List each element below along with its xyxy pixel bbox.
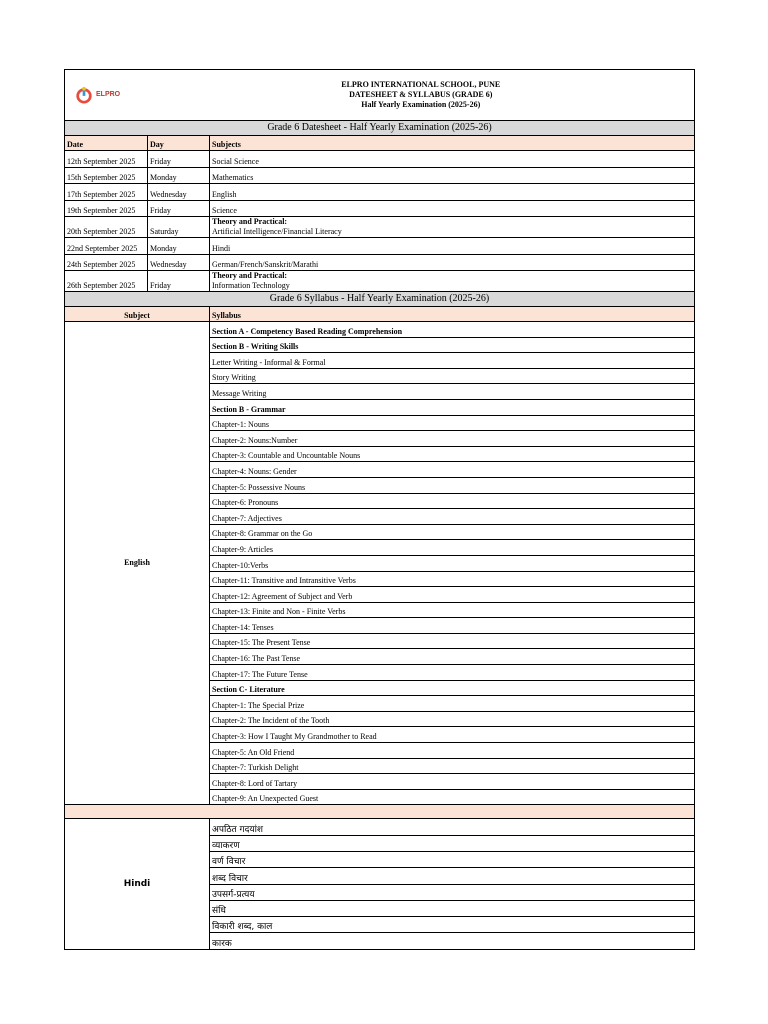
datesheet-row xyxy=(65,254,695,271)
syllabus-item: Story Writing xyxy=(210,368,695,384)
syllabus-item: शब्द विचार xyxy=(210,868,695,884)
exam-day: Monday xyxy=(148,167,210,184)
subject-name: Artificial Intelligence/Financial Literacy xyxy=(212,227,342,236)
syllabus-item: कारक xyxy=(210,933,695,949)
datesheet-row xyxy=(65,200,695,217)
subject-name: Mathematics xyxy=(212,173,254,182)
column-header-date: Date xyxy=(65,136,148,151)
syllabus-item: Chapter-4: Nouns: Gender xyxy=(210,462,695,478)
exam-subject xyxy=(210,151,695,168)
syllabus-item: Chapter-11: Transitive and Intransitive Verbs xyxy=(210,571,695,587)
exam-date: 24th September 2025 xyxy=(65,254,148,271)
syllabus-item: Chapter-3: Countable and Uncountable Nouns xyxy=(210,446,695,462)
syllabus-row xyxy=(65,819,695,835)
syllabus-title-row xyxy=(65,292,695,307)
exam-day: Wednesday xyxy=(148,254,210,271)
subject-english: English xyxy=(65,322,210,805)
subject-note: Theory and Practical: xyxy=(212,271,288,280)
datesheet-title-row xyxy=(65,121,695,136)
exam-day: Saturday xyxy=(148,217,210,238)
separator-row xyxy=(65,805,695,819)
exam-subject xyxy=(210,271,695,292)
exam-day: Friday xyxy=(148,200,210,217)
syllabus-item: Chapter-1: The Special Prize xyxy=(210,696,695,712)
exam-day: Monday xyxy=(148,238,210,255)
datesheet-row xyxy=(65,184,695,201)
exam-date: 20th September 2025 xyxy=(65,217,148,238)
datesheet-row xyxy=(65,167,695,184)
logo-cell xyxy=(65,70,148,121)
syllabus-item: Chapter-5: Possessive Nouns xyxy=(210,477,695,493)
syllabus-item: Chapter-12: Agreement of Subject and Verb xyxy=(210,587,695,603)
syllabus-item: Section B - Grammar xyxy=(210,399,695,415)
exam-date: 22nd September 2025 xyxy=(65,238,148,255)
syllabus-item: Chapter-6: Pronouns xyxy=(210,493,695,509)
syllabus-item: व्याकरण xyxy=(210,835,695,851)
datesheet-title: Grade 6 Datesheet - Half Yearly Examination (2025-26) xyxy=(65,121,695,136)
syllabus-item: Chapter-9: An Unexpected Guest xyxy=(210,789,695,805)
syllabus-item: Chapter-9: Articles xyxy=(210,540,695,556)
syllabus-item: Chapter-13: Finite and Non - Finite Verbs xyxy=(210,602,695,618)
subject-name: Hindi xyxy=(212,243,231,253)
exam-day: Friday xyxy=(148,271,210,292)
logo-name: ELPRO xyxy=(96,91,121,98)
column-header-subjects: Subjects xyxy=(210,136,695,151)
syllabus-item: Chapter-7: Turkish Delight xyxy=(210,758,695,774)
exam-date: 19th September 2025 xyxy=(65,200,148,217)
exam-subject xyxy=(210,254,695,271)
syllabus-item: वर्ण विचार xyxy=(210,852,695,868)
datesheet-column-headers xyxy=(65,136,695,151)
syllabus-item: Chapter-2: The Incident of the Tooth xyxy=(210,711,695,727)
subject-name: Science xyxy=(212,206,237,215)
exam-subject xyxy=(210,238,695,255)
exam-date: 15th September 2025 xyxy=(65,167,148,184)
syllabus-item: Chapter-8: Lord of Tartary xyxy=(210,774,695,790)
exam-subject xyxy=(210,217,695,238)
datesheet-syllabus-table xyxy=(64,69,695,950)
syllabus-item: विकारी शब्द, काल xyxy=(210,917,695,933)
exam-day: Wednesday xyxy=(148,184,210,201)
syllabus-item: Letter Writing - Informal & Formal xyxy=(210,353,695,369)
separator-cell xyxy=(65,805,695,819)
header-row xyxy=(65,70,695,121)
document-subtitle: DATESHEET & SYLLABUS (GRADE 6) xyxy=(349,90,493,99)
datesheet-row xyxy=(65,238,695,255)
syllabus-item: अपठित गदयांश xyxy=(210,819,695,835)
syllabus-item: Chapter-15: The Present Tense xyxy=(210,633,695,649)
syllabus-item: Chapter-7: Adjectives xyxy=(210,509,695,525)
column-header-syllabus: Syllabus xyxy=(210,307,695,322)
document-sheet xyxy=(64,69,694,950)
syllabus-item: Chapter-2: Nouns:Number xyxy=(210,431,695,447)
syllabus-item: Chapter-14: Tenses xyxy=(210,618,695,634)
exam-title: Half Yearly Examination (2025-26) xyxy=(361,100,481,109)
syllabus-column-headers xyxy=(65,307,695,322)
syllabus-item: Chapter-1: Nouns xyxy=(210,415,695,431)
subject-hindi: Hindi xyxy=(65,819,210,949)
syllabus-item: Section A - Competency Based Reading Comprehension xyxy=(210,322,695,338)
subject-note: Theory and Practical: xyxy=(212,217,288,226)
datesheet-row xyxy=(65,217,695,238)
exam-date: 26th September 2025 xyxy=(65,271,148,292)
syllabus-item: Message Writing xyxy=(210,384,695,400)
syllabus-item: Chapter-8: Grammar on the Go xyxy=(210,524,695,540)
syllabus-item: Chapter-5: An Old Friend xyxy=(210,743,695,759)
datesheet-row xyxy=(65,151,695,168)
column-header-subject: Subject xyxy=(65,307,210,322)
school-name: ELPRO INTERNATIONAL SCHOOL, PUNE xyxy=(341,80,501,89)
header-title-cell xyxy=(148,70,695,121)
exam-date: 17th September 2025 xyxy=(65,184,148,201)
exam-date: 12th September 2025 xyxy=(65,151,148,168)
syllabus-item: उपसर्ग-प्रत्यय xyxy=(210,884,695,900)
exam-day: Friday xyxy=(148,151,210,168)
datesheet-row xyxy=(65,271,695,292)
exam-subject xyxy=(210,184,695,201)
subject-name: Information Technology xyxy=(212,281,290,290)
syllabus-item: Section C- Literature xyxy=(210,680,695,696)
syllabus-title: Grade 6 Syllabus - Half Yearly Examination (2025-26) xyxy=(65,292,695,307)
syllabus-item: Chapter-16: The Past Tense xyxy=(210,649,695,665)
syllabus-row xyxy=(65,322,695,338)
syllabus-item: Chapter-3: How I Taught My Grandmother to Read xyxy=(210,727,695,743)
subject-name: German/French/Sanskrit/Marathi xyxy=(212,260,319,269)
exam-subject xyxy=(210,200,695,217)
syllabus-item: Chapter-10:Verbs xyxy=(210,555,695,571)
syllabus-item: Section B - Writing Skills xyxy=(210,337,695,353)
syllabus-item: Chapter-17: The Future Tense xyxy=(210,665,695,681)
subject-name: English xyxy=(212,189,237,199)
exam-subject xyxy=(210,167,695,184)
elpro-logo-icon xyxy=(75,86,93,104)
column-header-day: Day xyxy=(148,136,210,151)
subject-name: Social Science xyxy=(212,156,259,166)
syllabus-item: संधि xyxy=(210,900,695,916)
school-logo xyxy=(67,86,146,104)
